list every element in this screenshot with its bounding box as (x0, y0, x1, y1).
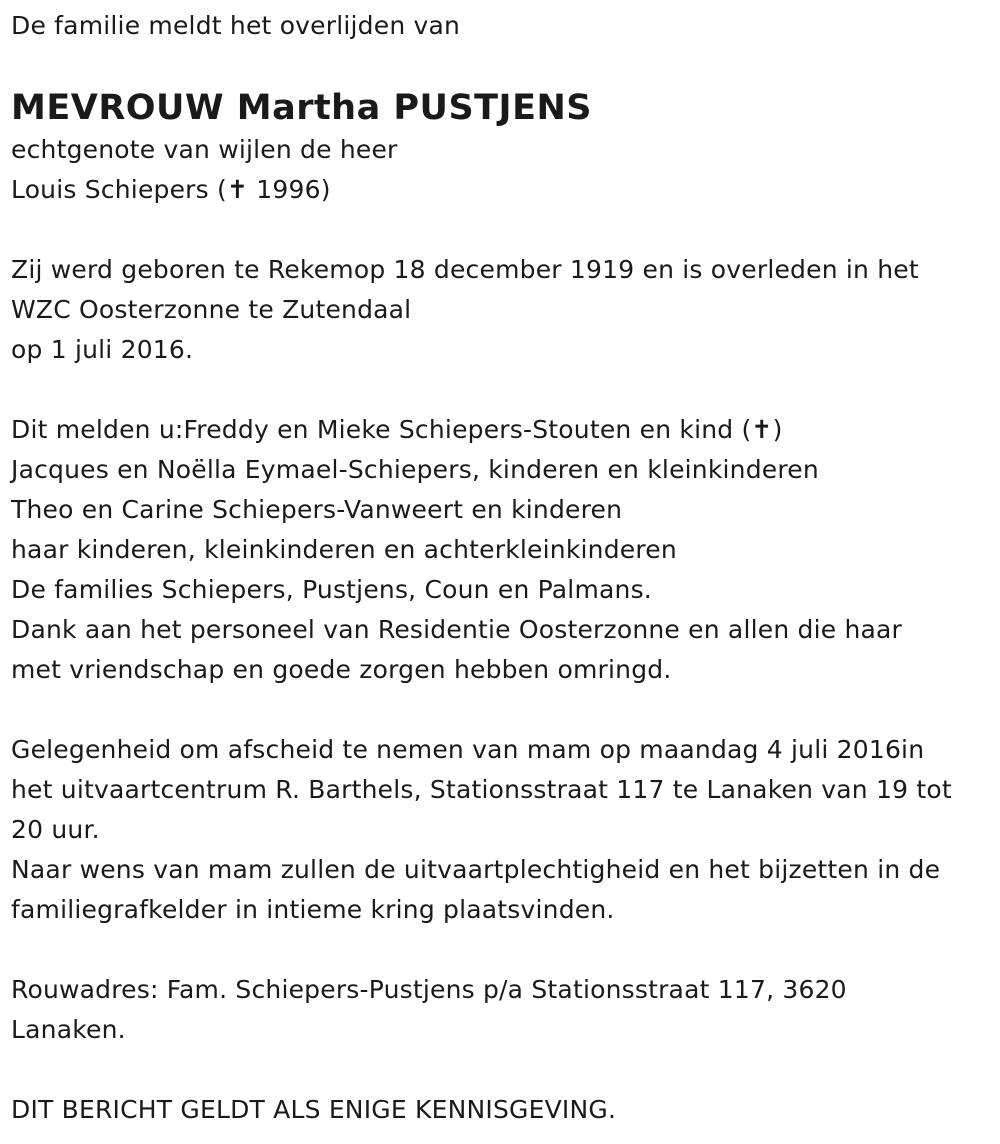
announcer-line: Dank aan het personeel van Residentie Oosterzonne en allen die haar (11, 615, 903, 644)
spacer (11, 690, 996, 730)
address-block (11, 970, 996, 1050)
spacer (11, 930, 996, 970)
birth-death-line: op 1 juli 2016. (11, 335, 194, 364)
spouse-line: echtgenote van wijlen de heer (11, 135, 398, 164)
birth-death-line: WZC Oosterzonne te Zutendaal (11, 295, 412, 324)
announcer-line: Theo en Carine Schiepers-Vanweert en kinderen (11, 495, 623, 524)
spouse-block (11, 130, 996, 210)
announcer-line: haar kinderen, kleinkinderen en achterkleinkinderen (11, 535, 677, 564)
deceased-name: MEVROUW Martha PUSTJENS (11, 88, 592, 128)
farewell-line: het uitvaartcentrum R. Barthels, Stationsstraat 117 te Lanaken van 19 tot (11, 775, 952, 804)
death-notice (11, 0, 996, 1130)
closing-text: DIT BERICHT GELDT ALS ENIGE KENNISGEVING. (11, 1095, 617, 1124)
announcer-line: De families Schiepers, Pustjens, Coun en Palmans. (11, 575, 652, 604)
farewell-line: Naar wens van mam zullen de uitvaartplechtigheid en het bijzetten in de (11, 855, 941, 884)
spacer (11, 210, 996, 250)
intro-text: De familie meldt het overlijden van (11, 11, 461, 40)
farewell-line: 20 uur. (11, 815, 100, 844)
birth-death-block (11, 250, 996, 370)
spacer (11, 1050, 996, 1090)
spacer (11, 370, 996, 410)
announcer-line: Dit melden u:Freddy en Mieke Schiepers-Stouten en kind (✝) (11, 415, 783, 444)
announcer-line: Jacques en Noëlla Eymael-Schiepers, kinderen en kleinkinderen (11, 455, 819, 484)
birth-death-line: Zij werd geboren te Rekemop 18 december 1919 en is overleden in het (11, 255, 919, 284)
address-line: Lanaken. (11, 1015, 126, 1044)
farewell-block (11, 730, 996, 930)
farewell-line: Gelegenheid om afscheid te nemen van mam op maandag 4 juli 2016in (11, 735, 925, 764)
address-line: Rouwadres: Fam. Schiepers-Pustjens p/a Stationsstraat 117, 3620 (11, 975, 847, 1004)
announcer-line: met vriendschap en goede zorgen hebben omringd. (11, 655, 672, 684)
farewell-line: familiegrafkelder in intieme kring plaatsvinden. (11, 895, 615, 924)
spouse-line: Louis Schiepers (✝ 1996) (11, 175, 331, 204)
announcers-block (11, 410, 996, 690)
